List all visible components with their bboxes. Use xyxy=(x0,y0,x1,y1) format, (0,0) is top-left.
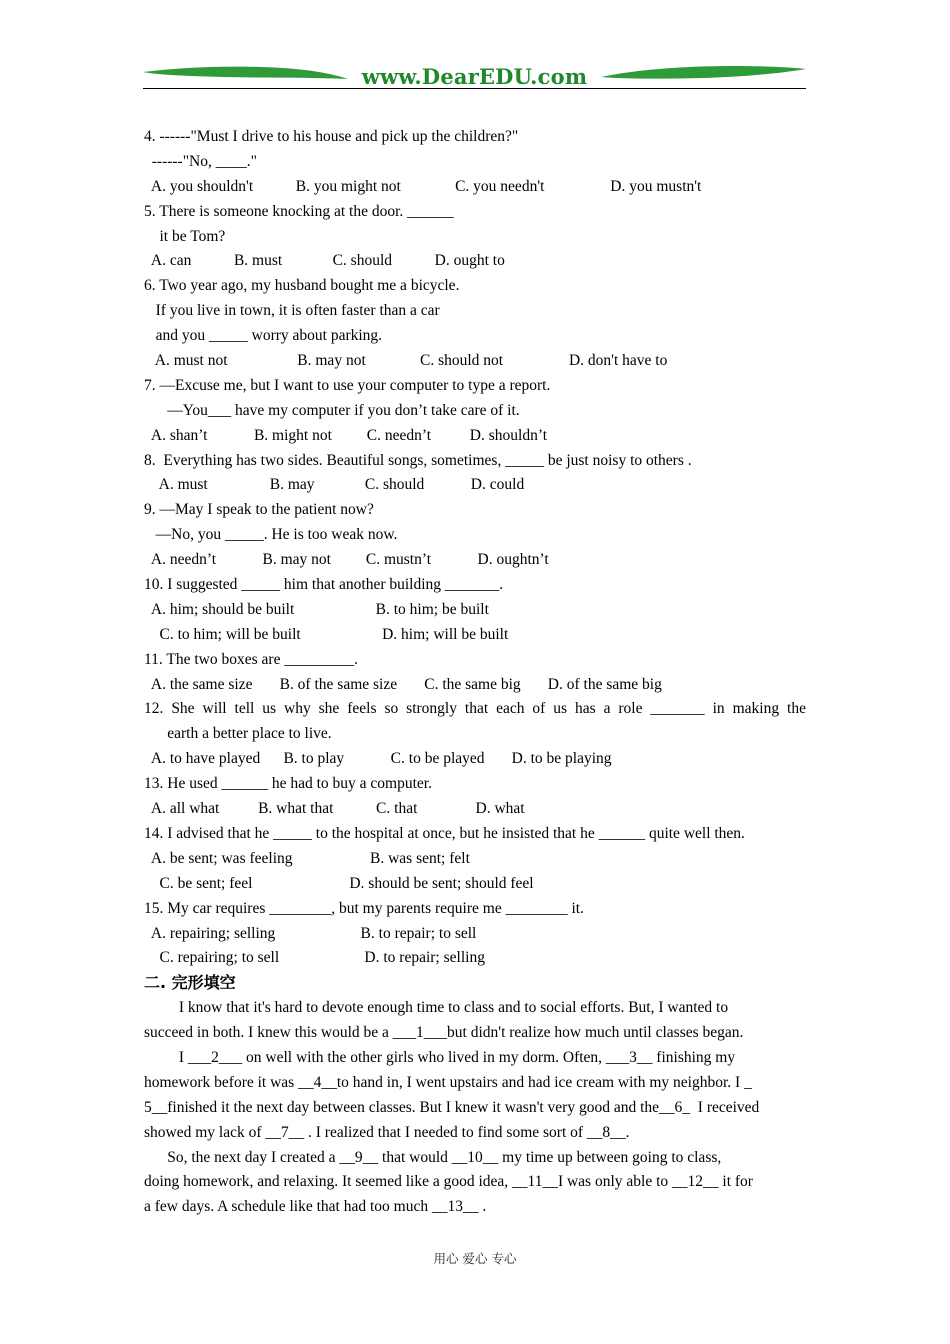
q12-stem-cont: earth a better place to live. xyxy=(144,725,332,743)
q9-options: A. needn’t B. may not C. mustn’t D. oughtn’t xyxy=(144,551,549,569)
q4-options: A. you shouldn't B. you might not C. you needn't D. you mustn't xyxy=(144,177,702,195)
q12-options: A. to have played B. to play C. to be played D. to be playing xyxy=(144,750,612,768)
q9-stem: 9. —May I speak to the patient now? xyxy=(144,501,374,519)
q9-stem-reply: —No, you _____. He is too weak now. xyxy=(144,526,398,544)
q12-stem: 12. She will tell us why she feels so strongly that each of us has a role _______ in making the xyxy=(144,700,806,718)
header-divider xyxy=(143,88,806,89)
q15-stem: 15. My car requires ________, but my parents require me ________ it. xyxy=(144,899,584,917)
section-title-cloze: 二. 完形填空 xyxy=(144,973,236,993)
passage-line: So, the next day I created a __9__ that would __10__ my time up between going to class, xyxy=(144,1148,722,1166)
q6-options: A. must not B. may not C. should not D. don't have to xyxy=(144,352,668,370)
site-logo: www.DearEDU.com xyxy=(361,64,588,89)
q8-stem: 8. Everything has two sides. Beautiful songs, sometimes, _____ be just noisy to others . xyxy=(144,451,692,469)
q5-stem: 5. There is someone knocking at the door. ______ xyxy=(144,202,454,220)
passage-line: showed my lack of __7__ . I realized that I needed to find some sort of __8__. xyxy=(144,1123,630,1141)
q14-stem: 14. I advised that he _____ to the hospital at once, but he insisted that he ______ quite well then. xyxy=(144,824,745,842)
q6-stem-cont: If you live in town, it is often faster than a car xyxy=(144,302,440,320)
q7-stem-reply: —You___ have my computer if you don’t take care of it. xyxy=(144,401,520,419)
q13-stem: 13. He used ______ he had to buy a computer. xyxy=(144,775,432,793)
page-footer: 用心 爱心 专心 xyxy=(433,1251,517,1266)
worksheet-body xyxy=(144,125,806,1220)
passage-line: I ___2___ on well with the other girls who lived in my dorm. Often, ___3__ finishing my xyxy=(144,1048,736,1066)
passage-line: doing homework, and relaxing. It seemed like a good idea, __11__I was only able to __12__ it for xyxy=(144,1173,753,1191)
page-header xyxy=(143,60,806,92)
q8-options: A. must B. may C. should D. could xyxy=(144,476,525,494)
q15-options-ab: A. repairing; selling B. to repair; to sell xyxy=(144,924,477,942)
q7-stem: 7. —Excuse me, but I want to use your computer to type a report. xyxy=(144,376,551,394)
q13-options: A. all what B. what that C. that D. what xyxy=(144,800,525,818)
q15-options-cd: C. repairing; to sell D. to repair; selling xyxy=(144,949,485,967)
q10-options-cd: C. to him; will be built D. him; will be built xyxy=(144,625,509,643)
q4-stem-reply: ------"No, ____." xyxy=(144,152,257,170)
q6-stem: 6. Two year ago, my husband bought me a bicycle. xyxy=(144,277,460,295)
q5-stem-cont: it be Tom? xyxy=(144,227,226,245)
q10-stem: 10. I suggested _____ him that another building _______. xyxy=(144,576,504,594)
q4-stem: 4. ------"Must I drive to his house and pick up the children?" xyxy=(144,128,519,145)
q11-stem: 11. The two boxes are _________. xyxy=(144,650,358,668)
q7-options: A. shan’t B. might not C. needn’t D. shouldn’t xyxy=(144,426,548,444)
q14-options-cd: C. be sent; feel D. should be sent; should feel xyxy=(144,874,534,892)
q11-options: A. the same size B. of the same size C. the same big D. of the same big xyxy=(144,675,662,693)
passage-line: I know that it's hard to devote enough time to class and to social efforts. But, I wanted to xyxy=(144,999,729,1017)
q10-options-ab: A. him; should be built B. to him; be built xyxy=(144,600,489,618)
q6-stem-cont-2: and you _____ worry about parking. xyxy=(144,327,383,345)
passage-line: succeed in both. I knew this would be a ___1___but didn't realize how much until classes began. xyxy=(144,1024,744,1042)
q14-options-ab: A. be sent; was feeling B. was sent; felt xyxy=(144,849,470,867)
passage-line: 5__finished it the next day between classes. But I knew it wasn't very good and the__6_ I received xyxy=(144,1098,760,1116)
q5-options: A. can B. must C. should D. ought to xyxy=(144,252,505,270)
passage-line: homework before it was __4__to hand in, I went upstairs and had ice cream with my neighbor. I _ xyxy=(144,1073,752,1091)
passage-line: a few days. A schedule like that had too much __13__ . xyxy=(144,1198,487,1216)
